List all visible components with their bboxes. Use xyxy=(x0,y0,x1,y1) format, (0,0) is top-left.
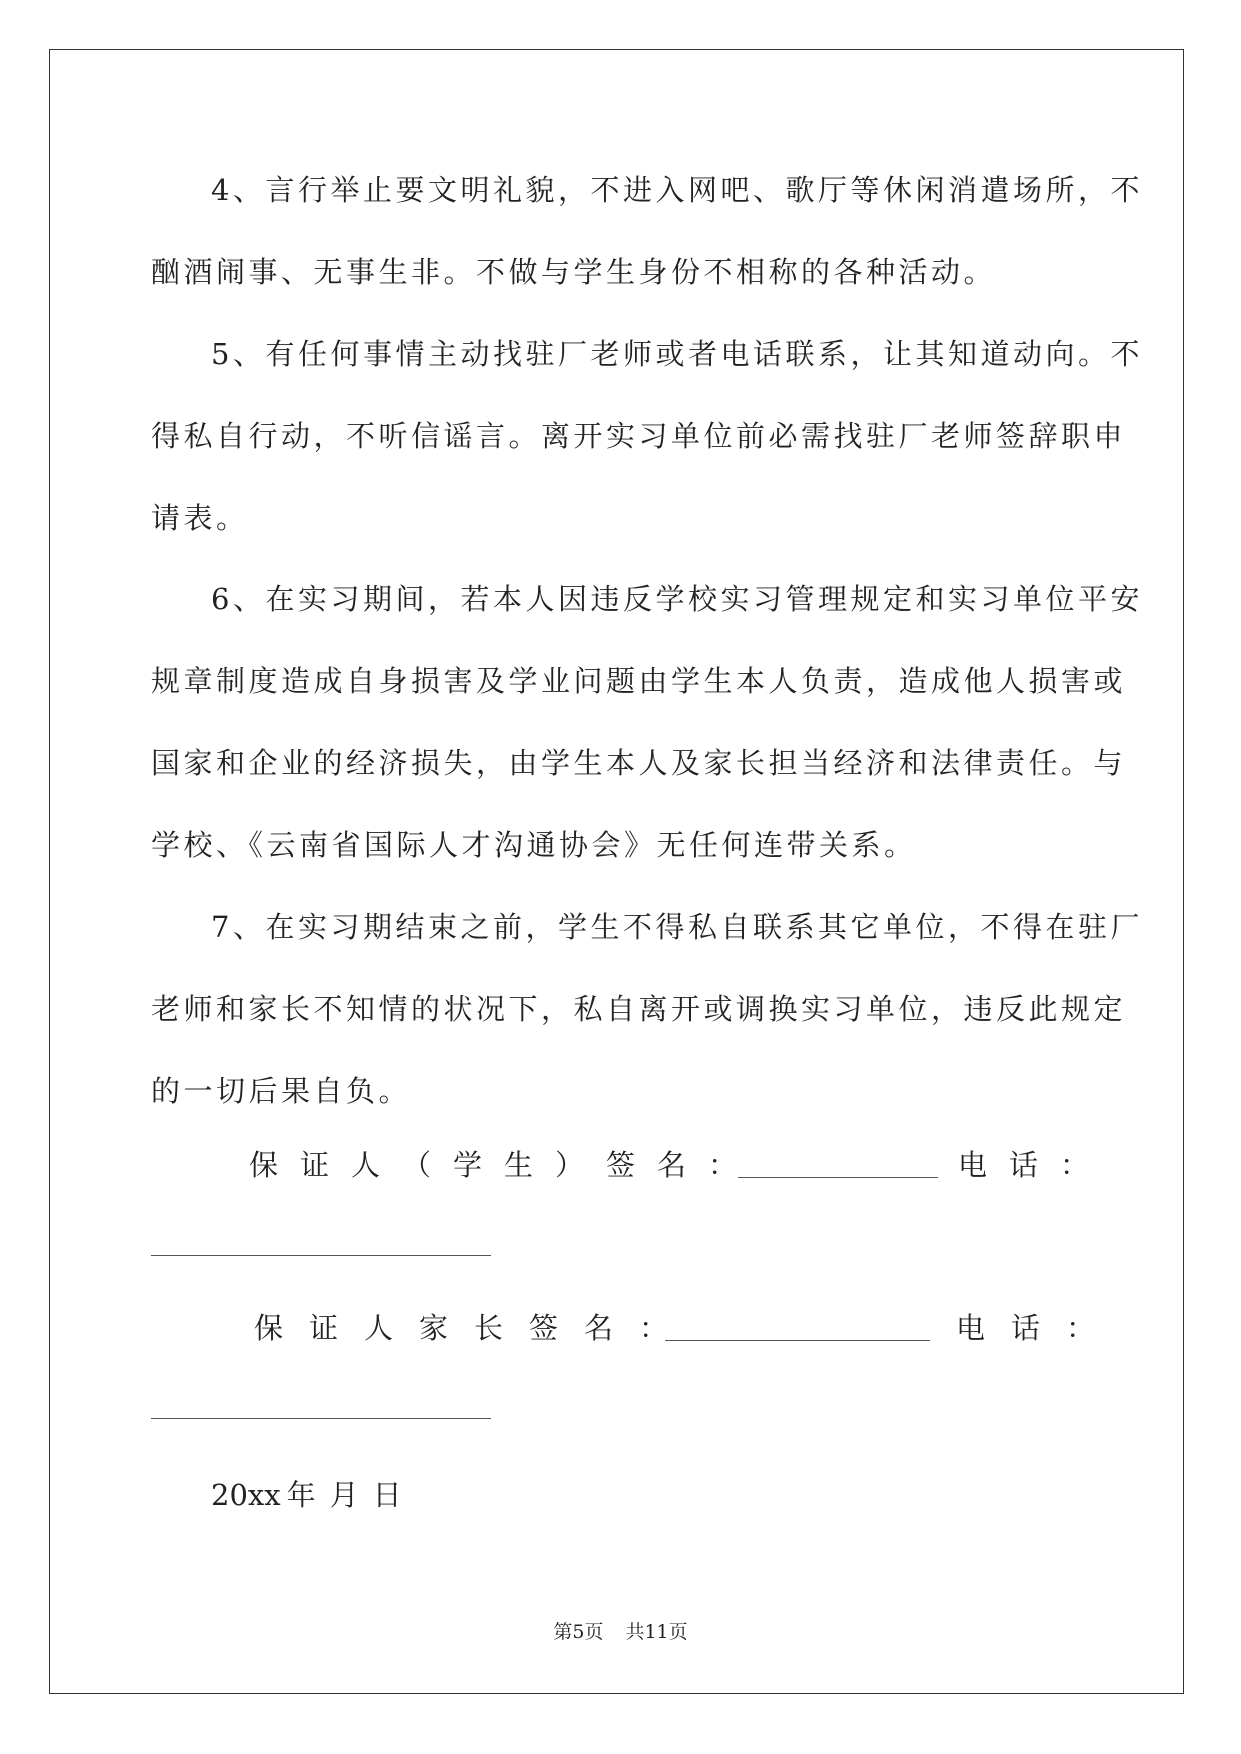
student-signature-label: 保证人（学生）签名： xyxy=(249,1148,760,1182)
parent-phone-label: 电话： xyxy=(956,1311,1122,1345)
page-total: 共11页 xyxy=(625,1621,688,1643)
date-year: 20xx xyxy=(211,1478,281,1512)
paragraph-line: 得私自行动，不听信谣言。离开实习单位前必需找驻厂老师签辞职申 xyxy=(151,419,1127,453)
paragraph-line: 5、有任何事情主动找驻厂老师或者电话联系，让其知道动向。不 xyxy=(211,337,1143,371)
date-year-unit: 年 xyxy=(286,1478,316,1512)
page-number: 第5页 xyxy=(553,1621,604,1643)
date-month-unit: 月 xyxy=(329,1478,359,1512)
parent-signature-blank[interactable] xyxy=(665,1340,930,1341)
paragraph-line: 国家和企业的经济损失，由学生本人及家长担当经济和法律责任。与 xyxy=(151,746,1127,780)
student-signature-blank[interactable] xyxy=(738,1177,938,1178)
paragraph-line: 6、在实习期间，若本人因违反学校实习管理规定和实习单位平安 xyxy=(211,582,1143,616)
student-phone-blank[interactable] xyxy=(151,1255,491,1256)
paragraph-line: 7、在实习期结束之前，学生不得私自联系其它单位，不得在驻厂 xyxy=(211,910,1143,944)
paragraph-item-4 xyxy=(151,149,1143,313)
date-day-unit: 日 xyxy=(372,1478,402,1512)
paragraph-line: 学校、《云南省国际人才沟通协会》无任何连带关系。 xyxy=(151,828,917,862)
paragraph-line: 老师和家长不知情的状况下，私自离开或调换实习单位，违反此规定 xyxy=(151,992,1127,1026)
paragraph-item-6 xyxy=(151,558,1143,886)
paragraph-line: 的一切后果自负。 xyxy=(151,1074,412,1108)
student-phone-label: 电话： xyxy=(958,1148,1112,1182)
paragraph-line: 4、言行举止要文明礼貌，不进入网吧、歌厅等休闲消遣场所，不 xyxy=(211,173,1143,207)
paragraph-item-5 xyxy=(151,313,1143,559)
paragraph-line: 酗酒闹事、无事生非。不做与学生身份不相称的各种活动。 xyxy=(151,255,997,289)
page-footer xyxy=(0,1617,1241,1644)
parent-phone-blank[interactable] xyxy=(151,1418,491,1419)
paragraph-item-7 xyxy=(151,886,1143,1132)
paragraph-line: 请表。 xyxy=(151,501,249,535)
parent-signature-label: 保证人家长签名： xyxy=(254,1311,695,1345)
paragraph-line: 规章制度造成自身损害及学业问题由学生本人负责，造成他人损害或 xyxy=(151,664,1127,698)
date-line xyxy=(211,1473,416,1514)
